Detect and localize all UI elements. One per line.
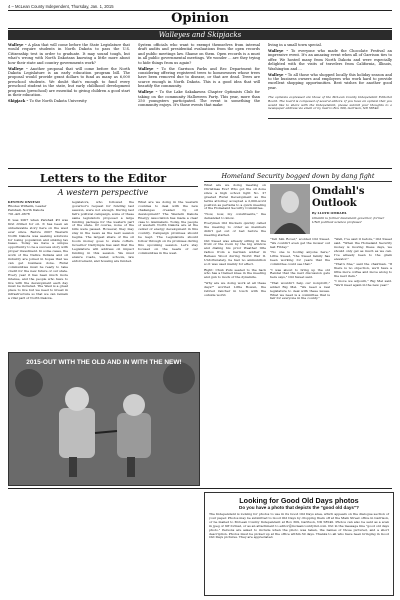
letter-signature [8,201,68,217]
opinion-item [268,49,392,71]
homeland-paragraph: Everymen Old Duckers quickly called the meeting to order as members didn't get out of bed before the meeting started. [204,221,266,238]
letters-title: Letters to the Editor [39,172,167,185]
opinion-column-3 [268,43,392,167]
outlook-paragraph: "I was about to bring up the old Rendal that the next discussion gets here says," Old Sweet said. [270,267,330,280]
opinion-item-text: To the Garrison Parks and Rec Department for considering offering registered trees to homeowners whose trees have been removed due to disease, or that are dead. Trees are scarce enough in North Dakota. This is a good idea that will beautify the community. [138,66,260,89]
photos-callout-body: The Independent is looking for photos to use in its Good Old Days area, which appears on the dialogue section of your paper. Photos may be submitted to Good Old Days by dropping them off at the Main Street office in Garrison, or be mailed to McLean County Independent at Box 309, Garrison, ND 58540. Photos can also be sent as a scan in jpeg or tiff format, or as an attachment to editor@mcleancountyind.com. Put in the message line "good old days photo." Persons are asked to include when the photo was taken, the names of those pictured, and a short description. Photos must be picked up at the office within 30 days. Thanks to all who have been bringing in Good Old Days pictures. They are appreciated. [209,512,390,540]
author-photo [270,184,310,234]
letter-column-2: legislators, who followed the governor's request for funding last session, were not enough. During last fall's political campaign, some of these same legislators proposed a large funding package for the western part of the state. Of course, none of the bills were passed. However, they may stay in the news as the next session begins. The largest share of the oil boom money goes to state coffers. Governor Dalrymple has said that the Legislature will address oil impact funding in this session. We must ensure roads, water, schools, law enforcement, and housing are funded. [72,201,134,263]
opinion-item-lead: Skipjack – [8,99,29,104]
opinion-item-lead: Walleye – [8,43,27,47]
homeland-paragraph: Old Sweet was already sitting in the front of the room by the big window and dialing his prior Weather rifle radios from a German soldier in Belleau Wood during World War II. Unfortunately, he had no ammunition so it was used mainly for effect. [204,238,266,266]
letters-rule [8,186,198,187]
opinion-item [8,67,130,98]
homeland-paragraph: "Why are we doing work at all these days?" worried Little Bowen, the retired rancher in touch with the outside world. [204,280,266,297]
section-rule [8,168,392,169]
opinion-item-text: To everyone who made the Chocolate Festival an impressive event. It's an amazing event when all of Garrison ties to offer. We hosted many from North Dakota and were especially delighted with the visits of travelers from California, Illinois, Washington and ... [268,49,392,71]
opinion-item-lead: Walleye – [138,66,159,71]
opinion-item [268,73,392,91]
homeland-paragraph: Right: Chub Puts seated to the back who has a trained knee in the meeting and gun to mock of the dynamite. [204,267,266,280]
opinion-item-text: To the Lake Sakakawea Chapter Optimists Club for taking on the community Halloween Party. This year, more than 250 youngsters participated. The event is something the community enjoys. It's those events that make [138,90,260,108]
cartoon-illustration [9,353,199,485]
opinion-item [268,96,392,111]
outlook-byline-note: Omdahl is former lieutenant governor, former UND political science professor [312,216,385,224]
homeland-headline: Homeland Security bogged down by dang fight [221,172,375,180]
opinion-item [138,43,260,65]
outlook-paragraph: "That wouldn't help our nonprofit," added Big Mel. "We need a real legislature to deal with these issues. What we need is a committee that is fair for everyone in the county." [270,280,330,301]
photos-callout-title: Looking for Good Old Days photos [239,496,359,505]
homeland-column [204,184,266,484]
letter-signature-line: Rhodes Wilhelm, Leader [8,203,47,208]
opinion-item-text: The opinions expressed are those of the McLean County Independent Editorial Board. The board is composed of several editors. If you have an opinion that you would like to share with the Independent, please submit your thoughts to a newspaper address via email or by mail to Box 309, Garrison, ND 58540. [268,95,392,111]
opinion-column-1 [8,43,130,167]
opinion-item [8,99,130,103]
opinion-item-text: Another proposal that will come before the North Dakota Legislature is an early education program bill. The proposal would provide grant dollars to fund as many as 6,000 preschool students. We doubt that's enough to fund every preschool student in the state, but early childhood development programs (preschool) are essential to giving children a good start in their education. [8,66,130,98]
photos-callout-box [204,492,394,596]
letter-column-3: What are we doing in the western counties to deal with the new challenges created by oil development? The Western Dakota Energy Association has made a clear case to lawmakers. Today, the people of western North Dakota are at the center of energy development in this country. Campaign promises should be kept. The Legislature should follow through on its promises during this upcoming session. Let's stay focused on the needs of our communities in the west. [138,201,198,255]
opinion-title: Opinion [171,11,229,26]
outlook-paragraph: "I move we adjourn," Big Mel said. "We'll meet again in the new year." [334,279,392,288]
opinion-item-lead: Walleye – [138,90,158,95]
bottom-rule [8,488,392,489]
walleyes-banner-text: Walleyes and Skipjacks [158,31,242,39]
outlook-paragraph: "That's fine," said the chairman. "If there is no objection, we'll have a little more coffee and move along to the next item." [334,262,392,278]
opinion-item-text: To the North Dakota University [28,99,87,104]
running-head: 4 – McLean County Independent, Thursday, Jan. 1, 2015 [8,4,114,9]
opinion-item-lead: Walleye – [268,49,289,53]
letter-title: A western perspective [57,188,149,197]
author-photo-illustration [270,184,310,234]
photos-callout-subtitle: Do you have a photo that depicts the "good old days"? [239,505,359,510]
letter-author: KENTON ONSTAD [8,200,40,204]
cartoon-caption: 2015-OUT WITH THE OLD AND IN WITH THE NEW! [26,359,182,366]
opinion-item [138,67,260,89]
opinion-disclaimer-rule [268,118,392,119]
opinion-item-text: System officials who want to exempt themselves from internal draft audits and presidential evaluations from the open records and public meetings law. Shame on them. Open records is a must in all public governmental meetings. We wonder ... are they trying to hide things from us again? [138,43,260,65]
outlook-paragraph: "Well, I've said it before," Old Sweet said. "When the Homeland Security money is moving these days, we should only get as much as we can. I've already been to the grain elevator." [334,238,392,261]
outlook-paragraph: "Tell him Rover," scolded Old Sweet. "We couldn't even get the mower out last Friday." [270,238,330,249]
outlook-paragraph: "No one is fooling anyone here," Little Sweet, "the Sweet family has been working for years that the committee could see that." [270,250,330,267]
homeland-rule [204,181,392,182]
outlook-column-1 [270,238,330,484]
opinion-item-lead: Walleye – [268,72,287,77]
homeland-paragraph: What are we doing meeting on Christmas Eve? Who got the oil done since a high school light No. 2? greeted Rural Development as the terms attorney accepted a 2,000-word position as pertains to a quick meeting of the Homeland Security Committee. [204,184,266,211]
opinion-item [8,43,130,65]
opinion-column-2 [138,43,260,167]
opinion-item [138,90,260,108]
letter-signature-line: 701-421-0678 [8,211,30,216]
opinion-rule [8,28,392,29]
editorial-cartoon [8,352,200,486]
opinion-item-text: A plan that will come before the State Legislature that would require students in North Dakota to pass the U.S. Citizenship test in order to graduate. It may sound tough, but what's wrong with North Dakotans knowing a little more about how their state and country governments work? [8,43,130,65]
walleyes-banner [8,30,392,40]
outlook-byline: By LLOYD OMDAHL [312,211,347,215]
opinion-item [268,43,392,47]
outlook-title: Omdahl's Outlook [312,186,365,209]
letter-signature-line: Parshall, North Dakota [8,207,45,212]
outlook-column-2 [334,238,392,484]
letter-column-1: It was 2007 when Parshall #3 was first drilled for oil. It has been an unbelievable story here on the west ever since. Before 2007 Western North Dakota was seeking solutions for losing population and sinking tax bases. Today we have a unique opportunity to be a success story with proper investment. In some cases, the work of the Native Indians and oil industry are joined in hopes that we can get business done. Rural communities must be ready to take credit for the new future of our state. Every year it has been much more intense, and the people who have to live with the development each day must be included. The West is a great place to live but we need to invest in infrastructure so that we can remain a vital part of North Dakota. [8,219,68,301]
opinion-item-text: To all those who shopped locally this holiday season and to the business owners and employees who work hard to provide excellent shopping opportunities. Best wishes for another good year. [268,72,392,90]
homeland-paragraph: "Now, now, my constituents," Ike demanded to know. [204,211,266,220]
opinion-item-lead: Walleye – [8,66,28,71]
opinion-item-text: living in a small town special. [268,43,322,47]
